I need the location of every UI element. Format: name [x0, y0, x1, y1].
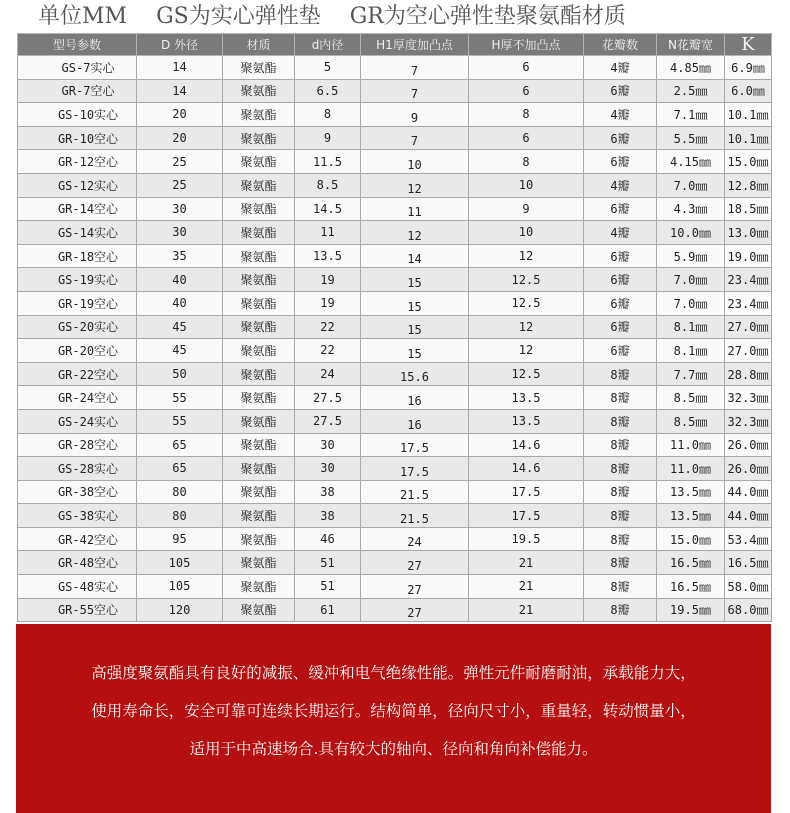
col-petal-width-cell: 5.5㎜ — [657, 126, 725, 150]
col-inner-diameter-cell: 6.5 — [295, 79, 361, 103]
col-material-cell: 聚氨酯 — [223, 433, 295, 457]
col-model-cell: GS-14实心 — [18, 221, 137, 245]
col-h1-thickness-cell: 10 — [361, 150, 469, 174]
table-row — [18, 339, 772, 363]
col-petal-count-cell: 8瓣 — [584, 386, 657, 410]
col-model-cell: GS-24实心 — [18, 409, 137, 433]
col-h1-thickness-cell: 12 — [361, 221, 469, 245]
description-line-3: 适用于中高速场合.具有较大的轴向、径向和角向补偿能力。 — [189, 740, 598, 758]
col-h-thickness-cell: 13.5 — [469, 409, 584, 433]
col-petal-width-cell: 16.5㎜ — [657, 551, 725, 575]
col-k-cell: 16.5㎜ — [725, 551, 772, 575]
col-h-thickness-cell: 12 — [469, 244, 584, 268]
col-petal-width-cell: 7.0㎜ — [657, 268, 725, 292]
col-petal-width-cell: 8.5㎜ — [657, 409, 725, 433]
col-petal-count-header: 花瓣数 — [584, 34, 657, 56]
col-material-cell: 聚氨酯 — [223, 386, 295, 410]
description-panel — [16, 624, 771, 813]
col-petal-count-cell: 8瓣 — [584, 457, 657, 481]
table-header-row — [18, 34, 772, 56]
col-h1-thickness-cell: 27 — [361, 598, 469, 622]
col-h-thickness-cell: 6 — [469, 126, 584, 150]
col-material-cell: 聚氨酯 — [223, 244, 295, 268]
col-k-cell: 27.0㎜ — [725, 315, 772, 339]
col-petal-width-cell: 7.7㎜ — [657, 362, 725, 386]
col-h1-thickness-cell: 21.5 — [361, 480, 469, 504]
table-row — [18, 103, 772, 127]
col-outer-diameter-cell: 65 — [137, 457, 223, 481]
col-k-cell: 28.8㎜ — [725, 362, 772, 386]
col-outer-diameter-cell: 95 — [137, 527, 223, 551]
col-h1-thickness-cell: 12 — [361, 173, 469, 197]
col-outer-diameter-cell: 65 — [137, 433, 223, 457]
col-model-cell: GR-55空心 — [18, 598, 137, 622]
col-petal-count-cell: 8瓣 — [584, 551, 657, 575]
col-k-cell: 6.0㎜ — [725, 79, 772, 103]
col-petal-count-cell: 8瓣 — [584, 527, 657, 551]
col-k-cell: 44.0㎜ — [725, 504, 772, 528]
col-k-cell: 6.9㎜ — [725, 56, 772, 80]
col-h-thickness-cell: 21 — [469, 575, 584, 599]
table-row — [18, 150, 772, 174]
col-k-cell: 53.4㎜ — [725, 527, 772, 551]
col-petal-width-cell: 11.0㎜ — [657, 457, 725, 481]
col-material-cell: 聚氨酯 — [223, 150, 295, 174]
col-inner-diameter-cell: 24 — [295, 362, 361, 386]
col-h-thickness-cell: 12.5 — [469, 362, 584, 386]
col-inner-diameter-cell: 51 — [295, 551, 361, 575]
col-inner-diameter-cell: 22 — [295, 339, 361, 363]
col-k-cell: 18.5㎜ — [725, 197, 772, 221]
col-material-cell: 聚氨酯 — [223, 103, 295, 127]
col-k-cell: 44.0㎜ — [725, 480, 772, 504]
col-k-cell: 10.1㎜ — [725, 103, 772, 127]
col-inner-diameter-cell: 9 — [295, 126, 361, 150]
col-material-cell: 聚氨酯 — [223, 551, 295, 575]
col-h-thickness-cell: 12.5 — [469, 268, 584, 292]
table-row — [18, 527, 772, 551]
col-outer-diameter-cell: 40 — [137, 291, 223, 315]
col-petal-width-cell: 16.5㎜ — [657, 575, 725, 599]
col-material-cell: 聚氨酯 — [223, 79, 295, 103]
col-inner-diameter-cell: 19 — [295, 291, 361, 315]
col-h-thickness-cell: 8 — [469, 150, 584, 174]
col-h1-thickness-cell: 15 — [361, 291, 469, 315]
col-inner-diameter-cell: 8 — [295, 103, 361, 127]
table-row — [18, 244, 772, 268]
col-petal-count-cell: 4瓣 — [584, 56, 657, 80]
table-row — [18, 409, 772, 433]
col-k-cell: 26.0㎜ — [725, 457, 772, 481]
table-row — [18, 457, 772, 481]
col-h-thickness-cell: 13.5 — [469, 386, 584, 410]
col-h-thickness-cell: 17.5 — [469, 504, 584, 528]
col-model-cell: GR-38空心 — [18, 480, 137, 504]
col-h1-thickness-cell: 16 — [361, 409, 469, 433]
col-material-cell: 聚氨酯 — [223, 126, 295, 150]
col-petal-width-header: N花瓣宽 — [657, 34, 725, 56]
col-outer-diameter-cell: 14 — [137, 79, 223, 103]
col-h-thickness-cell: 12 — [469, 315, 584, 339]
unit-label: 单位MM — [38, 4, 128, 29]
table-row — [18, 551, 772, 575]
col-petal-count-cell: 6瓣 — [584, 291, 657, 315]
col-h1-thickness-cell: 15 — [361, 315, 469, 339]
col-h1-thickness-cell: 7 — [361, 56, 469, 80]
col-outer-diameter-cell: 25 — [137, 173, 223, 197]
col-material-cell: 聚氨酯 — [223, 362, 295, 386]
col-inner-diameter-cell: 11 — [295, 221, 361, 245]
col-h1-thickness-cell: 17.5 — [361, 433, 469, 457]
col-petal-count-cell: 6瓣 — [584, 126, 657, 150]
col-k-cell: 12.8㎜ — [725, 173, 772, 197]
col-model-cell: GR-19空心 — [18, 291, 137, 315]
table-body — [18, 56, 772, 622]
col-h-thickness-cell: 21 — [469, 551, 584, 575]
col-outer-diameter-cell: 105 — [137, 575, 223, 599]
col-petal-width-cell: 7.0㎜ — [657, 291, 725, 315]
gr-note: GR为空心弹性垫聚氨酯材质 — [349, 4, 626, 29]
col-model-cell: GS-19实心 — [18, 268, 137, 292]
col-outer-diameter-cell: 80 — [137, 480, 223, 504]
col-petal-width-cell: 5.9㎜ — [657, 244, 725, 268]
table-row — [18, 504, 772, 528]
col-h1-thickness-header: H1厚度加凸点 — [361, 34, 469, 56]
col-model-cell: GR-48空心 — [18, 551, 137, 575]
col-material-cell: 聚氨酯 — [223, 504, 295, 528]
col-outer-diameter-cell: 40 — [137, 268, 223, 292]
col-inner-diameter-cell: 38 — [295, 504, 361, 528]
col-outer-diameter-cell: 45 — [137, 315, 223, 339]
table-row — [18, 221, 772, 245]
col-petal-width-cell: 4.15㎜ — [657, 150, 725, 174]
col-petal-width-cell: 2.5㎜ — [657, 79, 725, 103]
col-outer-diameter-cell: 55 — [137, 386, 223, 410]
col-h-thickness-header: H厚不加凸点 — [469, 34, 584, 56]
col-model-cell: GS-7实心 — [18, 56, 137, 80]
col-outer-diameter-cell: 45 — [137, 339, 223, 363]
col-outer-diameter-header: D 外径 — [137, 34, 223, 56]
col-petal-count-cell: 6瓣 — [584, 339, 657, 363]
col-h-thickness-cell: 19.5 — [469, 527, 584, 551]
col-petal-width-cell: 19.5㎜ — [657, 598, 725, 622]
col-material-cell: 聚氨酯 — [223, 409, 295, 433]
col-petal-count-cell: 6瓣 — [584, 268, 657, 292]
col-inner-diameter-cell: 30 — [295, 433, 361, 457]
col-h-thickness-cell: 12.5 — [469, 291, 584, 315]
col-petal-count-cell: 6瓣 — [584, 150, 657, 174]
description-line-1: 高强度聚氨酯具有良好的减振、缓冲和电气绝缘性能。弹性元件耐磨耐油，承载能力大， — [91, 664, 696, 682]
col-petal-width-cell: 8.1㎜ — [657, 315, 725, 339]
col-h-thickness-cell: 12 — [469, 339, 584, 363]
col-petal-count-cell: 4瓣 — [584, 173, 657, 197]
col-outer-diameter-cell: 50 — [137, 362, 223, 386]
col-h-thickness-cell: 14.6 — [469, 433, 584, 457]
table-row — [18, 291, 772, 315]
col-petal-width-cell: 13.5㎜ — [657, 480, 725, 504]
col-h-thickness-cell: 6 — [469, 79, 584, 103]
col-inner-diameter-cell: 38 — [295, 480, 361, 504]
col-k-cell: 68.0㎜ — [725, 598, 772, 622]
col-k-cell: 19.0㎜ — [725, 244, 772, 268]
col-outer-diameter-cell: 20 — [137, 103, 223, 127]
description-line-2: 使用寿命长，安全可靠可连续长期运行。结构简单，径向尺寸小，重量轻，转动惯量小， — [91, 702, 696, 720]
table-row — [18, 433, 772, 457]
col-h-thickness-cell: 10 — [469, 221, 584, 245]
col-model-header: 型号参数 — [18, 34, 137, 56]
col-petal-count-cell: 6瓣 — [584, 197, 657, 221]
col-outer-diameter-cell: 55 — [137, 409, 223, 433]
col-outer-diameter-cell: 14 — [137, 56, 223, 80]
col-petal-count-cell: 4瓣 — [584, 221, 657, 245]
col-inner-diameter-cell: 8.5 — [295, 173, 361, 197]
col-material-cell: 聚氨酯 — [223, 173, 295, 197]
col-h-thickness-cell: 6 — [469, 56, 584, 80]
col-model-cell: GS-28实心 — [18, 457, 137, 481]
col-petal-width-cell: 4.3㎜ — [657, 197, 725, 221]
col-petal-count-cell: 8瓣 — [584, 575, 657, 599]
col-petal-width-cell: 8.1㎜ — [657, 339, 725, 363]
col-outer-diameter-cell: 20 — [137, 126, 223, 150]
gs-note: GS为实心弹性垫 — [156, 4, 321, 29]
col-inner-diameter-header: d内径 — [295, 34, 361, 56]
col-material-cell: 聚氨酯 — [223, 315, 295, 339]
table-row — [18, 480, 772, 504]
col-model-cell: GS-20实心 — [18, 315, 137, 339]
col-inner-diameter-cell: 14.5 — [295, 197, 361, 221]
col-h1-thickness-cell: 15.6 — [361, 362, 469, 386]
col-inner-diameter-cell: 27.5 — [295, 409, 361, 433]
table-row — [18, 575, 772, 599]
table-row — [18, 386, 772, 410]
col-petal-width-cell: 7.1㎜ — [657, 103, 725, 127]
col-inner-diameter-cell: 30 — [295, 457, 361, 481]
col-petal-width-cell: 4.85㎜ — [657, 56, 725, 80]
col-material-cell: 聚氨酯 — [223, 291, 295, 315]
col-material-cell: 聚氨酯 — [223, 56, 295, 80]
col-outer-diameter-cell: 80 — [137, 504, 223, 528]
col-k-cell: 27.0㎜ — [725, 339, 772, 363]
col-material-cell: 聚氨酯 — [223, 598, 295, 622]
col-k-cell: 23.4㎜ — [725, 291, 772, 315]
page-title — [38, 0, 778, 33]
col-model-cell: GR-7空心 — [18, 79, 137, 103]
table-row — [18, 126, 772, 150]
col-k-cell: 58.0㎜ — [725, 575, 772, 599]
col-inner-diameter-cell: 19 — [295, 268, 361, 292]
col-inner-diameter-cell: 11.5 — [295, 150, 361, 174]
col-material-cell: 聚氨酯 — [223, 268, 295, 292]
col-outer-diameter-cell: 105 — [137, 551, 223, 575]
col-h1-thickness-cell: 7 — [361, 126, 469, 150]
col-model-cell: GR-12空心 — [18, 150, 137, 174]
col-h-thickness-cell: 14.6 — [469, 457, 584, 481]
col-inner-diameter-cell: 61 — [295, 598, 361, 622]
col-model-cell: GS-48实心 — [18, 575, 137, 599]
col-outer-diameter-cell: 30 — [137, 197, 223, 221]
col-petal-count-cell: 8瓣 — [584, 480, 657, 504]
col-h-thickness-cell: 10 — [469, 173, 584, 197]
col-model-cell: GR-18空心 — [18, 244, 137, 268]
col-model-cell: GR-22空心 — [18, 362, 137, 386]
col-outer-diameter-cell: 30 — [137, 221, 223, 245]
col-h1-thickness-cell: 27 — [361, 551, 469, 575]
col-h1-thickness-cell: 17.5 — [361, 457, 469, 481]
col-petal-count-cell: 8瓣 — [584, 409, 657, 433]
table-row — [18, 598, 772, 622]
col-h1-thickness-cell: 9 — [361, 103, 469, 127]
col-petal-width-cell: 8.5㎜ — [657, 386, 725, 410]
col-outer-diameter-cell: 120 — [137, 598, 223, 622]
col-k-cell: 23.4㎜ — [725, 268, 772, 292]
col-inner-diameter-cell: 51 — [295, 575, 361, 599]
col-inner-diameter-cell: 22 — [295, 315, 361, 339]
col-outer-diameter-cell: 25 — [137, 150, 223, 174]
col-h1-thickness-cell: 16 — [361, 386, 469, 410]
table-row — [18, 362, 772, 386]
col-h-thickness-cell: 17.5 — [469, 480, 584, 504]
table-row — [18, 56, 772, 80]
col-petal-count-cell: 6瓣 — [584, 244, 657, 268]
table-row — [18, 79, 772, 103]
col-k-cell: 32.3㎜ — [725, 386, 772, 410]
table-row — [18, 315, 772, 339]
col-petal-width-cell: 11.0㎜ — [657, 433, 725, 457]
col-k-cell: 15.0㎜ — [725, 150, 772, 174]
col-model-cell: GR-28空心 — [18, 433, 137, 457]
col-petal-width-cell: 13.5㎜ — [657, 504, 725, 528]
col-h-thickness-cell: 8 — [469, 103, 584, 127]
col-material-cell: 聚氨酯 — [223, 339, 295, 363]
col-material-header: 材质 — [223, 34, 295, 56]
table-row — [18, 173, 772, 197]
table-row — [18, 197, 772, 221]
col-h-thickness-cell: 9 — [469, 197, 584, 221]
col-model-cell: GR-14空心 — [18, 197, 137, 221]
col-model-cell: GS-12实心 — [18, 173, 137, 197]
col-h1-thickness-cell: 24 — [361, 527, 469, 551]
table-row — [18, 268, 772, 292]
spec-table — [17, 33, 772, 622]
col-h1-thickness-cell: 15 — [361, 339, 469, 363]
col-model-cell: GR-24空心 — [18, 386, 137, 410]
col-inner-diameter-cell: 46 — [295, 527, 361, 551]
col-petal-count-cell: 8瓣 — [584, 433, 657, 457]
col-h1-thickness-cell: 21.5 — [361, 504, 469, 528]
col-petal-count-cell: 4瓣 — [584, 103, 657, 127]
col-model-cell: GS-38实心 — [18, 504, 137, 528]
col-k-cell: 13.0㎜ — [725, 221, 772, 245]
col-petal-count-cell: 8瓣 — [584, 504, 657, 528]
col-petal-count-cell: 6瓣 — [584, 79, 657, 103]
col-petal-count-cell: 6瓣 — [584, 315, 657, 339]
col-h1-thickness-cell: 14 — [361, 244, 469, 268]
col-h-thickness-cell: 21 — [469, 598, 584, 622]
col-material-cell: 聚氨酯 — [223, 197, 295, 221]
col-petal-count-cell: 8瓣 — [584, 362, 657, 386]
col-material-cell: 聚氨酯 — [223, 480, 295, 504]
col-h1-thickness-cell: 11 — [361, 197, 469, 221]
col-h1-thickness-cell: 15 — [361, 268, 469, 292]
col-petal-width-cell: 7.0㎜ — [657, 173, 725, 197]
col-inner-diameter-cell: 13.5 — [295, 244, 361, 268]
col-model-cell: GS-10实心 — [18, 103, 137, 127]
col-model-cell: GR-20空心 — [18, 339, 137, 363]
col-outer-diameter-cell: 35 — [137, 244, 223, 268]
col-inner-diameter-cell: 5 — [295, 56, 361, 80]
col-k-cell: 26.0㎜ — [725, 433, 772, 457]
col-petal-count-cell: 8瓣 — [584, 598, 657, 622]
col-h1-thickness-cell: 27 — [361, 575, 469, 599]
col-k-header: K — [725, 34, 772, 56]
col-k-cell: 32.3㎜ — [725, 409, 772, 433]
col-petal-width-cell: 10.0㎜ — [657, 221, 725, 245]
col-k-cell: 10.1㎜ — [725, 126, 772, 150]
col-petal-width-cell: 15.0㎜ — [657, 527, 725, 551]
col-h1-thickness-cell: 7 — [361, 79, 469, 103]
col-material-cell: 聚氨酯 — [223, 575, 295, 599]
col-material-cell: 聚氨酯 — [223, 457, 295, 481]
col-material-cell: 聚氨酯 — [223, 527, 295, 551]
col-inner-diameter-cell: 27.5 — [295, 386, 361, 410]
col-model-cell: GR-42空心 — [18, 527, 137, 551]
col-material-cell: 聚氨酯 — [223, 221, 295, 245]
col-model-cell: GR-10空心 — [18, 126, 137, 150]
